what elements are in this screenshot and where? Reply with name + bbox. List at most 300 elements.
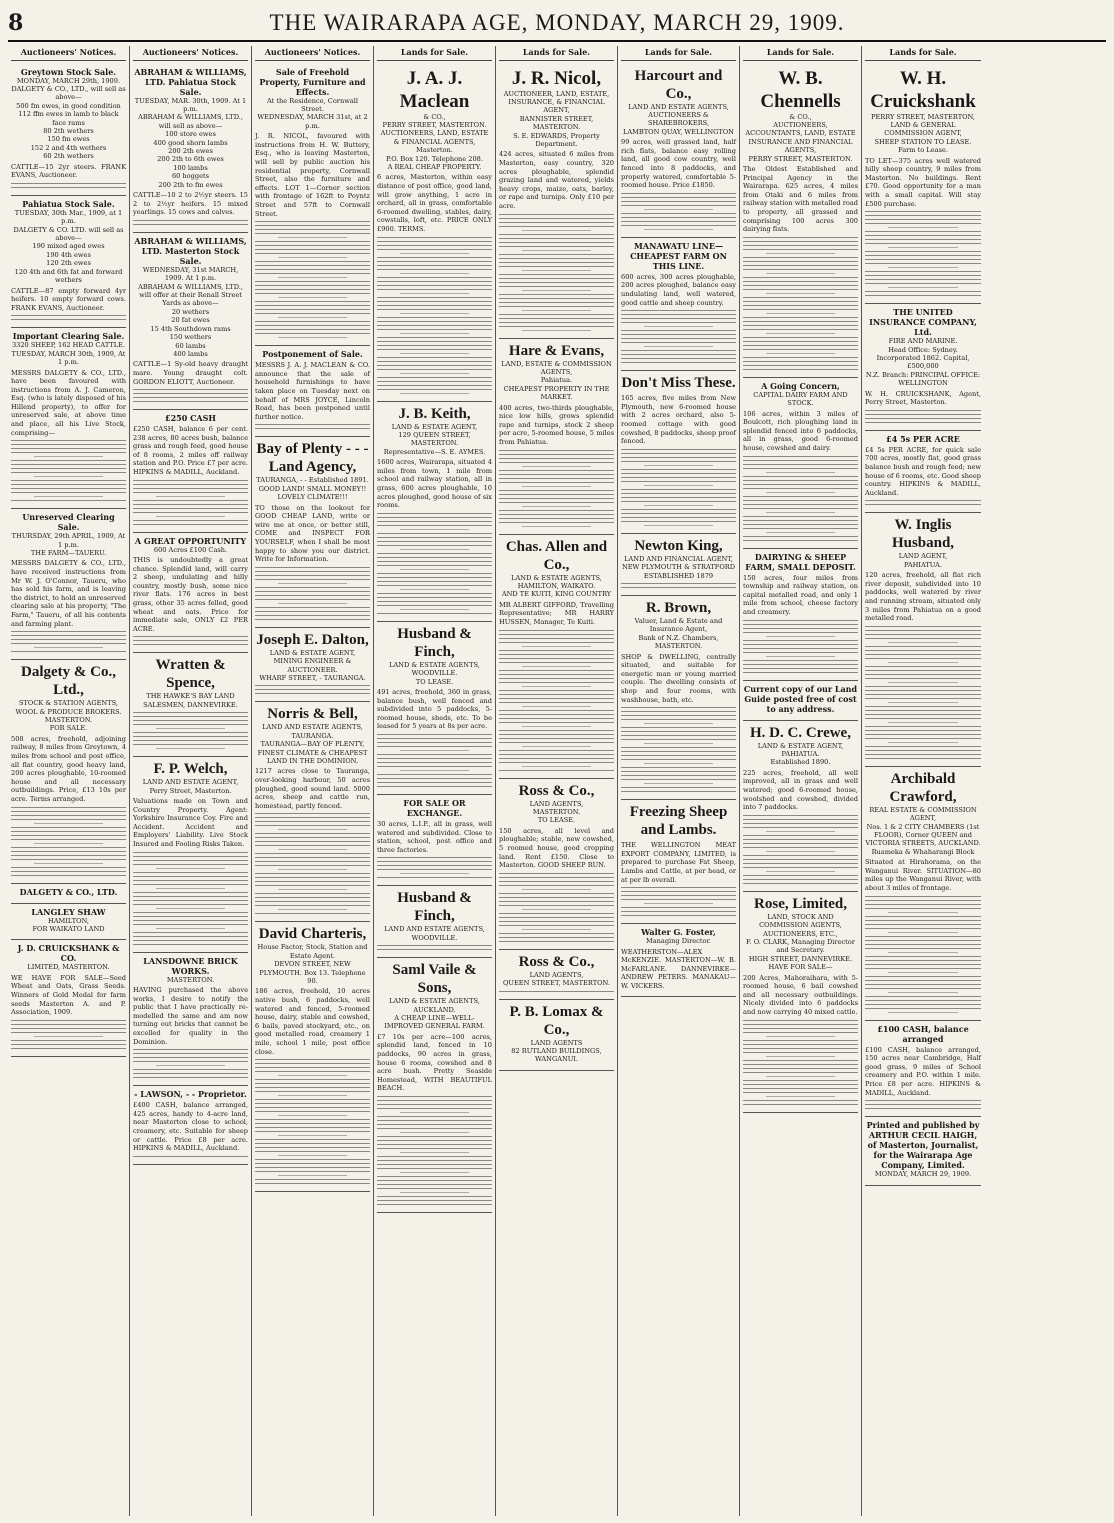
ad-heading: Unreserved Clearing Sale.	[22, 512, 115, 533]
text-line	[133, 880, 248, 881]
ad-line: ABRAHAM & WILLIAMS, LTD., will sell as above—	[138, 113, 243, 130]
text-line	[377, 377, 492, 378]
text-line	[499, 710, 614, 711]
text-line	[499, 298, 614, 299]
ad-line: TO LEASE.	[537, 816, 576, 825]
ad-fine-print	[377, 1096, 492, 1205]
advertisement	[743, 549, 858, 681]
text-line	[377, 249, 492, 250]
text-line	[865, 900, 981, 901]
text-line	[865, 1004, 981, 1005]
text-line	[766, 532, 835, 533]
text-line	[377, 237, 492, 238]
ad-line: WEDNESDAY, MARCH 31st, at 2 p.m.	[257, 113, 368, 130]
text-line	[743, 672, 858, 673]
text-line	[888, 932, 958, 933]
text-line	[255, 245, 370, 246]
text-line	[621, 314, 736, 315]
text-line	[11, 468, 126, 469]
ad-line: 190 4th ewes	[46, 250, 91, 259]
text-line	[133, 488, 248, 489]
ad-fine-print	[377, 734, 492, 787]
ad-line: PERRY STREET, MASTERTON,	[871, 112, 975, 121]
text-line	[377, 782, 492, 783]
text-line	[377, 786, 492, 787]
text-line	[133, 896, 248, 897]
text-line	[621, 497, 736, 498]
text-line	[255, 575, 370, 576]
ad-body: CATTLE—15 2yr steers. FRANK EVANS, Auctioneer.	[11, 162, 126, 180]
text-line	[11, 811, 126, 812]
text-line	[766, 1076, 835, 1077]
text-line	[743, 261, 858, 262]
text-line	[133, 644, 248, 645]
text-line	[499, 322, 614, 323]
text-line	[278, 237, 347, 238]
text-line	[255, 313, 370, 314]
text-line	[255, 289, 370, 290]
text-line	[621, 493, 736, 494]
text-line	[34, 863, 103, 864]
text-line	[743, 460, 858, 461]
ad-line: TUESDAY, MAR. 30th, 1909. At 1 p.m.	[134, 96, 247, 113]
text-line	[156, 888, 225, 889]
text-line	[255, 241, 370, 242]
text-line	[278, 909, 347, 910]
text-line	[499, 754, 614, 755]
ad-line: TAURANGA, - - Established 1891.	[256, 476, 369, 485]
text-line	[377, 1116, 492, 1117]
text-line	[133, 852, 248, 853]
text-line	[499, 222, 614, 223]
text-line	[400, 353, 469, 354]
text-line	[278, 829, 347, 830]
ad-line: Established 1890.	[770, 758, 831, 767]
text-line	[255, 905, 370, 906]
text-line	[377, 734, 492, 735]
text-line	[865, 928, 981, 929]
ad-line: 60 lambs	[175, 341, 206, 350]
ad-body: MESSRS J. A. J. MACLEAN & CO. announce that the sale of household furnishings to have taken place on Tuesday next on behalf of MRS JOYCE, Lincoln Road, has been postponed until further notice.	[255, 361, 370, 421]
text-line	[499, 258, 614, 259]
ad-fine-print	[11, 315, 126, 320]
text-line	[865, 936, 981, 937]
ad-fine-print	[255, 813, 370, 914]
ad-heading: DALGETY & CO., LTD.	[19, 886, 118, 897]
text-line	[133, 876, 248, 877]
text-line	[865, 980, 981, 981]
text-line	[865, 976, 981, 977]
text-line	[255, 424, 370, 425]
text-line	[644, 505, 713, 506]
ad-body: 508 acres, freehold, adjoining railway, 8 miles from Greytown, 4 miles from school and post office, all flat country, good heavy land, 200 acres ploughable, 10-roomed house and all necessary outbuildings. Price, £13 10s per acre. Terms arranged.	[11, 734, 126, 803]
text-line	[133, 940, 248, 941]
ad-line: WHARF STREET, - TAURANGA.	[259, 673, 366, 682]
ad-body: TO those on the lookout for GOOD CHEAP LAND, write or wire me at once, or better still, COME and INSPECT FOR YOURSELF, when I shall be most happy to show you our district. Write for Information.	[255, 503, 370, 564]
text-line	[743, 859, 858, 860]
text-line	[644, 485, 713, 486]
ad-body: 106 acres, within 3 miles of Boulcott, rich ploughing land in splendid fenced into 6 paddocks, all in grass, good 6-roomed house, cowshed and dairy.	[743, 409, 858, 452]
text-line	[743, 361, 858, 362]
text-line	[621, 205, 736, 206]
column-2	[130, 46, 252, 1516]
ad-line: Managing Director.	[645, 937, 712, 946]
text-line	[377, 537, 492, 538]
text-line	[743, 480, 858, 481]
text-line	[865, 690, 981, 691]
text-line	[499, 458, 614, 459]
text-line	[865, 231, 981, 232]
ad-heading: Bay of Plenty - - - Land Agency,	[256, 441, 369, 476]
text-line	[621, 775, 736, 776]
ad-line: 20 fat ewes	[171, 316, 210, 325]
text-line	[743, 1060, 858, 1061]
text-line	[255, 265, 370, 266]
text-line	[11, 631, 126, 632]
text-line	[278, 869, 347, 870]
ad-body: W. H. CRUICKSHANK, Agent, Perry Street, Masterton.	[865, 389, 981, 407]
text-line	[156, 516, 225, 517]
text-line	[888, 227, 958, 228]
advertisement	[621, 924, 736, 997]
text-line	[133, 393, 248, 394]
text-line	[743, 309, 858, 310]
text-line	[377, 581, 492, 582]
text-line	[865, 255, 981, 256]
text-line	[255, 1159, 370, 1160]
text-line	[865, 215, 981, 216]
text-line	[865, 504, 981, 505]
text-line	[743, 456, 858, 457]
ad-heading: Harcourt and Co.,	[634, 67, 723, 102]
text-line	[400, 549, 469, 550]
text-line	[766, 273, 835, 274]
text-line	[255, 229, 370, 230]
text-line	[743, 305, 858, 306]
text-line	[255, 261, 370, 262]
text-line	[255, 333, 370, 334]
ad-line: AUCTIONEERS,	[773, 121, 828, 129]
text-line	[255, 1143, 370, 1144]
text-line	[11, 871, 126, 872]
ad-line: LAND & ESTATE AGENTS,	[389, 997, 480, 1006]
text-line	[255, 865, 370, 866]
text-line	[11, 444, 126, 445]
ad-body: 30 acres, L.I.P., all in grass, well watered and subdivided. Close to station, school, post office and three factories.	[377, 819, 492, 854]
text-line	[255, 615, 370, 616]
text-line	[133, 1156, 248, 1157]
text-line	[133, 904, 248, 905]
text-line	[865, 235, 981, 236]
text-line	[865, 211, 981, 212]
text-line	[133, 1053, 248, 1054]
text-line	[133, 224, 248, 225]
ad-line: HAMILTON,	[48, 916, 89, 925]
ad-body: £100 CASH, balance arranged, 150 acres near Cambridge, Half good grass, 9 miles of School creamery and P.O. within 1 mile. Price £8 per acre. HIPKINS & MADILL, Auckland.	[865, 1045, 981, 1097]
text-line	[133, 900, 248, 901]
advertisement	[133, 533, 248, 654]
text-line	[255, 897, 370, 898]
text-line	[377, 1096, 492, 1097]
ad-heading: Hare & Evans,	[508, 342, 605, 359]
ad-heading: Rose, Limited,	[754, 895, 847, 912]
text-line	[377, 577, 492, 578]
ad-heading: David Charteris,	[258, 926, 367, 943]
text-line	[865, 956, 981, 957]
ad-heading: J. B. Keith,	[398, 405, 471, 422]
ad-body: 424 acres, situated 6 miles from Masterton, easy country, 320 acres ploughable, splendid grazing land and watered, yields heavy crops, maize, oats, barley, or rape and turnips. Only £10 per acre.	[499, 150, 614, 210]
text-line	[621, 521, 736, 522]
text-line	[255, 825, 370, 826]
advertisement	[499, 64, 614, 339]
text-line	[522, 270, 591, 271]
ad-heading: Walter G. Foster,	[641, 927, 716, 938]
text-line	[133, 724, 248, 725]
ad-line: 500 fm ewes, in good condition	[16, 101, 121, 110]
text-line	[865, 422, 981, 423]
text-line	[522, 686, 591, 687]
text-line	[621, 217, 736, 218]
text-line	[499, 502, 614, 503]
ad-fine-print	[499, 214, 614, 331]
text-line	[400, 750, 469, 751]
text-line	[499, 678, 614, 679]
ad-line: LAND AGENTS,	[529, 799, 584, 808]
ad-heading: A GREAT OPPORTUNITY	[134, 535, 247, 546]
text-line	[621, 457, 736, 458]
ad-line: ACCOUNTANTS, LAND, ESTATE INSURANCE AND FINANCIAL AGENTS,	[745, 129, 856, 155]
text-line	[255, 1179, 370, 1180]
text-line	[499, 498, 614, 499]
text-line	[743, 317, 858, 318]
ad-line: 112 ffm ewes in lamb to black face rams	[18, 110, 119, 127]
text-line	[377, 345, 492, 346]
text-line	[621, 318, 736, 319]
text-line	[278, 297, 347, 298]
text-line	[255, 885, 370, 886]
ad-heading: Freezing Sheep and Lambs.	[629, 804, 728, 839]
text-line	[621, 358, 736, 359]
text-line	[743, 1100, 858, 1101]
advertisement	[499, 1000, 614, 1071]
ad-line: 120 4th and 6th fat and forward wethers	[14, 267, 123, 285]
text-line	[133, 936, 248, 937]
text-line	[377, 241, 492, 242]
text-line	[499, 246, 614, 247]
text-line	[499, 474, 614, 475]
text-line	[499, 933, 614, 934]
ad-heading: W. H. Cruickshank	[870, 67, 976, 112]
text-line	[743, 500, 858, 501]
text-line	[255, 1079, 370, 1080]
text-line	[743, 528, 858, 529]
ad-fine-print	[133, 220, 248, 225]
text-line	[499, 941, 614, 942]
text-line	[522, 666, 591, 667]
text-line	[888, 1012, 958, 1013]
text-line	[278, 1135, 347, 1136]
ad-line: QUEEN STREET, MASTERTON.	[503, 979, 610, 988]
ad-line: TO LEASE.	[415, 677, 454, 686]
text-line	[766, 1036, 835, 1037]
text-line	[621, 338, 736, 339]
ad-body: 6 acres, Masterton, within easy distance of post office, good land, will grow anything, 1 acre in orchard, all in grass, comfortable 6-roomed dwelling, stables, dairy, cowstalls, loft, etc. PRICE ONLY £900. TERMS.	[377, 173, 492, 233]
text-line	[377, 869, 492, 870]
ad-fine-print	[255, 221, 370, 338]
text-line	[743, 1064, 858, 1065]
text-line	[400, 1152, 469, 1153]
ad-body: 99 acres, well grassed land, half rich flats, balance easy rolling land, all good cow country, well fenced into 8 paddocks, and properly watered, comfortable 5-roomed house. Price £1850.	[621, 138, 736, 190]
text-line	[865, 674, 981, 675]
ad-heading: Wratten & Spence,	[155, 657, 226, 692]
text-line	[499, 718, 614, 719]
ad-heading: Printed and published by ARTHUR CECIL HAIGH, of Masterton, Journalist, for the Wairarapa Age Company, Limited.	[866, 1120, 980, 1171]
ad-line: 82 RUTLAND BUILDINGS,	[511, 1047, 602, 1055]
text-line	[743, 1048, 858, 1049]
ad-body: The Oldest Established and Principal Agency in the Wairarapa. 625 acres, 4 miles from Otaki and 6 miles from railway station with metalled road to property, all grassed and comprising 100 acres 300 dairying flats.	[743, 165, 858, 234]
ad-body: THE WELLINGTON MEAT EXPORT COMPANY, LIMITED, is prepared to purchase Fat Sheep, Lambs and Cattle, at per head, or at per lb overall.	[621, 841, 736, 884]
text-line	[621, 362, 736, 363]
ad-line: Farm to Lease.	[898, 146, 948, 155]
ad-fine-print	[255, 1059, 370, 1184]
text-line	[11, 187, 126, 188]
text-line	[156, 728, 225, 729]
text-line	[743, 257, 858, 258]
text-line	[377, 1104, 492, 1105]
text-line	[11, 440, 126, 441]
ad-line: TUESDAY, 30th Mar., 1909, at 1 p.m.	[14, 208, 123, 226]
text-line	[34, 823, 103, 824]
text-line	[11, 1024, 126, 1025]
text-line	[377, 597, 492, 598]
text-line	[865, 718, 981, 719]
text-line	[400, 1172, 469, 1173]
text-line	[865, 996, 981, 997]
text-line	[11, 851, 126, 852]
text-line	[499, 314, 614, 315]
text-line	[522, 889, 591, 890]
ad-fine-print	[377, 237, 492, 394]
advertisement	[499, 779, 614, 950]
text-line	[377, 321, 492, 322]
text-line	[499, 738, 614, 739]
text-line	[133, 732, 248, 733]
text-line	[522, 746, 591, 747]
text-line	[743, 664, 858, 665]
text-line	[888, 972, 958, 973]
text-line	[522, 466, 591, 467]
text-line	[621, 334, 736, 335]
advertisement	[255, 64, 370, 347]
text-line	[743, 524, 858, 525]
text-line	[255, 1099, 370, 1100]
advertisement	[621, 800, 736, 924]
text-line	[865, 924, 981, 925]
text-line	[865, 706, 981, 707]
ad-fine-print	[377, 513, 492, 614]
text-line	[133, 860, 248, 861]
text-line	[621, 509, 736, 510]
text-line	[499, 278, 614, 279]
text-line	[377, 613, 492, 614]
text-line	[133, 720, 248, 721]
text-line	[377, 309, 492, 310]
text-line	[865, 678, 981, 679]
text-line	[499, 218, 614, 219]
text-line	[133, 1057, 248, 1058]
text-line	[377, 317, 492, 318]
ad-line: ESTABLISHED 1879	[643, 571, 714, 580]
ad-body: 600 acres, 300 acres ploughable, 200 acres ploughed, balance easy undulating land, well watered, good cattle and sheep country.	[621, 272, 736, 307]
advertisement	[743, 681, 858, 721]
column-header: Lands for Sale.	[377, 46, 492, 61]
text-line	[766, 353, 835, 354]
advertisement	[255, 922, 370, 1192]
text-line	[133, 397, 248, 398]
text-line	[865, 920, 981, 921]
text-line	[499, 762, 614, 763]
text-line	[743, 484, 858, 485]
ad-fine-print	[865, 211, 981, 296]
ad-heading: Saml Vaile & Sons,	[392, 962, 477, 997]
ad-line: MONDAY, MARCH 29, 1909.	[874, 1170, 972, 1179]
text-line	[499, 510, 614, 511]
ad-line: LAND & GENERAL COMMISSION AGENT,	[884, 121, 962, 138]
text-line	[377, 593, 492, 594]
ad-body: 186 acres, freehold, 10 acres native bush, 6 paddocks, well watered and fenced, 5-roomed house, dairy, stable and cowshed, 6 bails, paved stockyard, etc., on good metalled road, creamery 1 mile, school 1 mile, post office close.	[255, 987, 370, 1056]
text-line	[743, 1072, 858, 1073]
advertisement	[377, 64, 492, 402]
text-line	[865, 271, 981, 272]
text-line	[34, 1036, 103, 1037]
ad-heading: ABRAHAM & WILLIAMS, LTD. Masterton Stock Sale.	[134, 235, 247, 266]
ad-body: THIS is undoubtedly a great chance. Splendid land, will carry 2 sheep, undulating and hilly country, mostly bush, some nice river flats. 176 acres in best grass, other 35 acres felled, good wheat and oats. Price for immediate sale, ONLY £2 PER ACRE.	[133, 556, 248, 633]
ad-fine-print	[377, 945, 492, 950]
text-line	[255, 281, 370, 282]
advertisement	[133, 953, 248, 1087]
text-line	[11, 484, 126, 485]
text-line	[865, 239, 981, 240]
text-line	[766, 472, 835, 473]
text-line	[133, 524, 248, 525]
text-line	[11, 867, 126, 868]
text-line	[400, 529, 469, 530]
ad-body: 225 acres, freehold, all well improved, all in grass and well watered; good 6-roomed house, woolshed and cowshed, divided into 7 paddocks.	[743, 768, 858, 812]
text-line	[621, 225, 736, 226]
text-line	[400, 589, 469, 590]
text-line	[522, 506, 591, 507]
ad-line: LAND AGENTS,	[529, 970, 584, 979]
advertisement	[743, 721, 858, 892]
ad-line: & CO.,	[789, 112, 812, 121]
text-line	[743, 516, 858, 517]
ad-body: Situated at Hirahorama, on the Wanganui River. SITUATION—80 miles up the Wanganui River, with about 3 miles of frontage.	[865, 858, 981, 892]
ad-heading: LANGLEY SHAW	[31, 906, 106, 917]
text-line	[499, 262, 614, 263]
text-line	[743, 1088, 858, 1089]
text-line	[133, 636, 248, 637]
ad-heading: H. D. C. Crewe,	[750, 724, 851, 741]
text-line	[621, 759, 736, 760]
text-line	[377, 285, 492, 286]
ad-line: WOODVILLE.	[411, 669, 458, 678]
ad-fine-print	[621, 707, 736, 792]
text-line	[133, 856, 248, 857]
ad-fine-print	[11, 440, 126, 501]
text-line	[743, 369, 858, 370]
text-line	[133, 892, 248, 893]
ad-heading: - LAWSON, - - Proprietor.	[134, 1089, 247, 1100]
